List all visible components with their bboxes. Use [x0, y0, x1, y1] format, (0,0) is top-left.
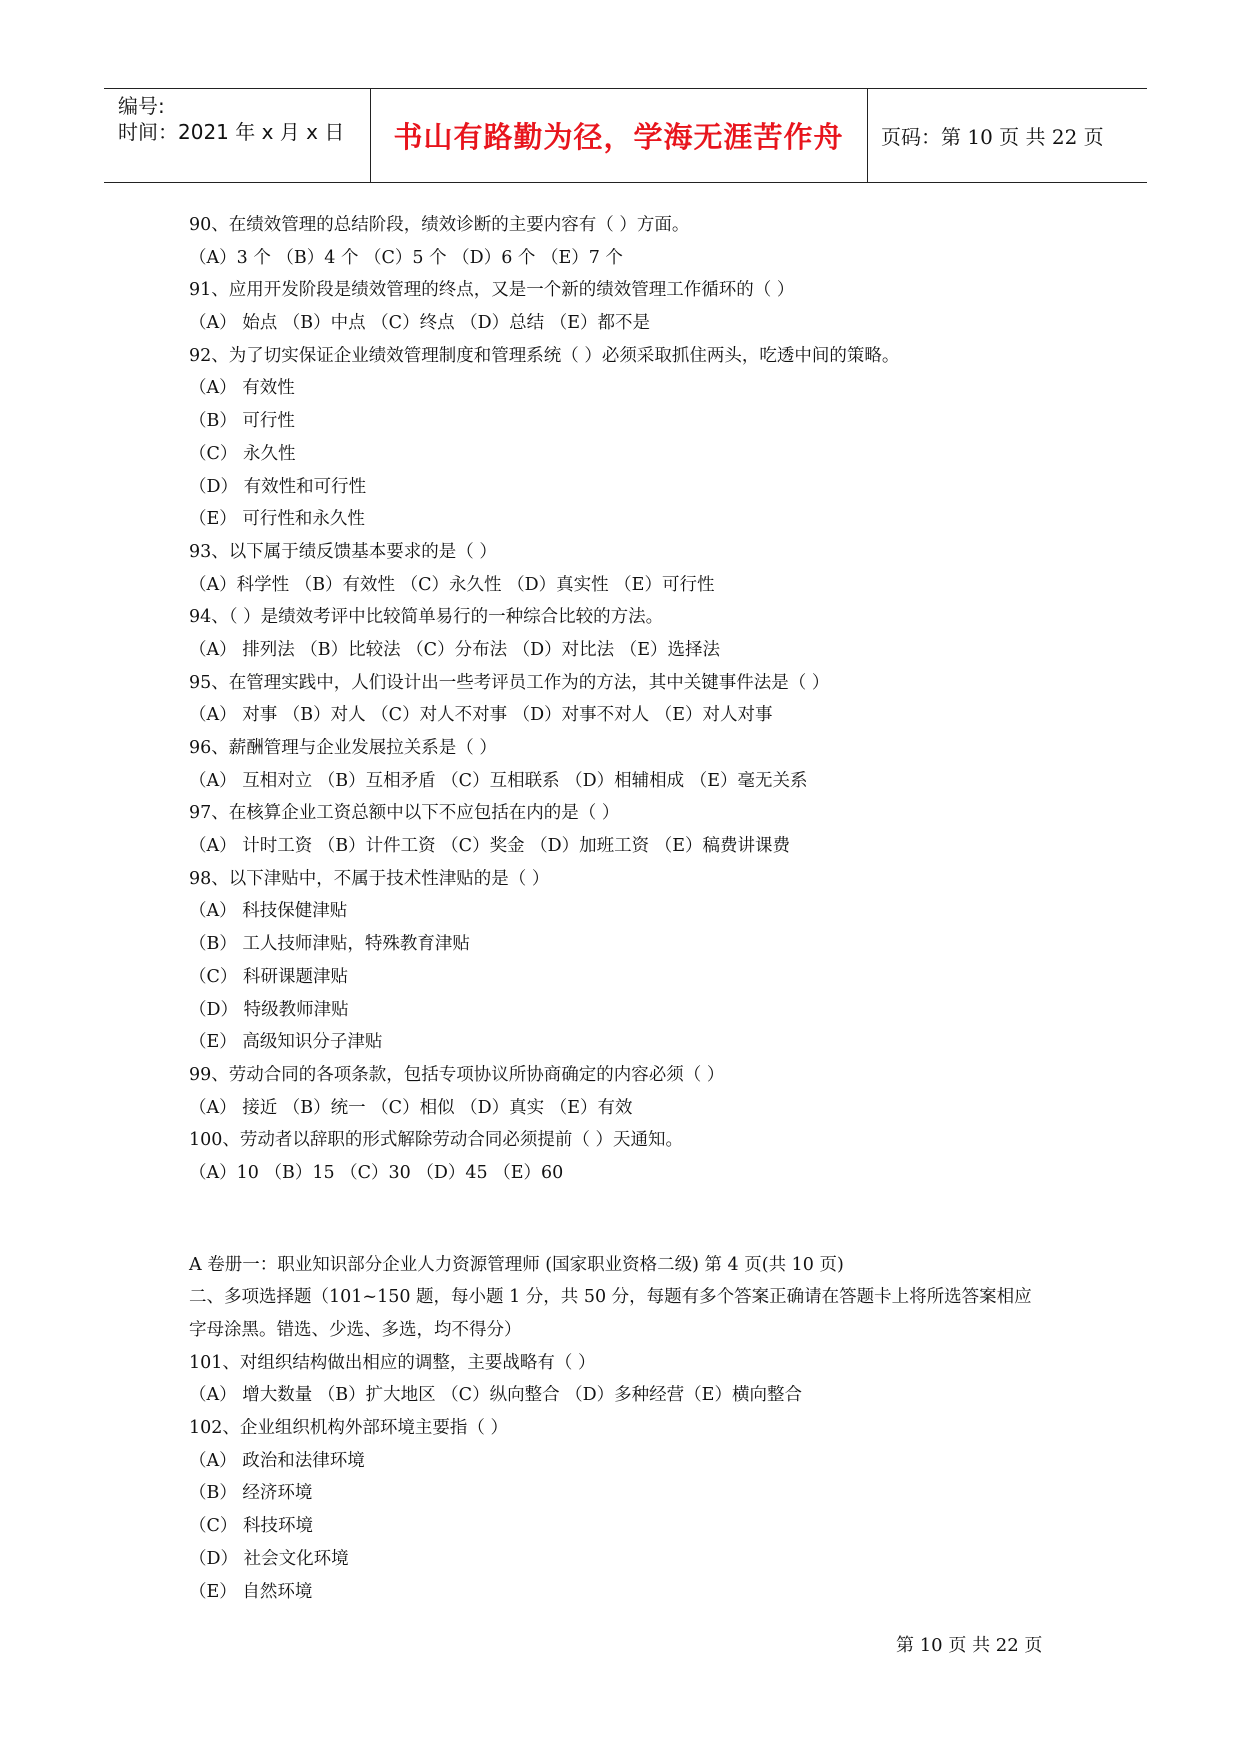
text-line: （C） 永久性	[189, 443, 296, 464]
questions-section-multiple-choice	[189, 1249, 1089, 1609]
text-line: （E） 自然环境	[189, 1581, 313, 1602]
text-line: （D） 有效性和可行性	[189, 476, 367, 497]
text-line: （D） 特级教师津贴	[189, 999, 349, 1020]
text-line: （A） 对事 （B）对人 （C）对人不对事 （D）对事不对人 （E）对人对事	[189, 705, 773, 726]
text-line: 93、以下属于绩反馈基本要求的是（ ）	[189, 541, 497, 562]
text-line: （A） 始点 （B）中点 （C）终点 （D）总结 （E）都不是	[189, 313, 651, 334]
page-footer: 第 10 页 共 22 页	[896, 1635, 1043, 1656]
text-line: 98、以下津贴中，不属于技术性津贴的是（ ）	[189, 868, 550, 889]
header-page-info: 页码：第 10 页 共 22 页	[881, 125, 1104, 149]
text-line: （B） 经济环境	[189, 1483, 313, 1504]
text-line: 99、劳动合同的各项条款，包括专项协议所协商确定的内容必须（ ）	[189, 1064, 725, 1085]
text-line: （E） 可行性和永久性	[189, 509, 365, 530]
document-number-label: 编号:	[118, 94, 165, 118]
text-line: （C） 科研课题津贴	[189, 966, 348, 987]
page-header	[104, 88, 1147, 183]
text-line: 字母涂黑。错选、少选、多选，均不得分）	[189, 1320, 522, 1340]
text-line: 92、为了切实保证企业绩效管理制度和管理系统（ ）必须采取抓住两头，吃透中间的策略。	[189, 345, 900, 366]
text-line: 91、应用开发阶段是绩效管理的终点，又是一个新的绩效管理工作循环的（ ）	[189, 280, 795, 301]
text-line: 101、对组织结构做出相应的调整，主要战略有（ ）	[189, 1352, 596, 1373]
text-line: 97、在核算企业工资总额中以下不应包括在内的是（ ）	[189, 803, 620, 824]
text-line: 94、（ ）是绩效考评中比较简单易行的一种综合比较的方法。	[189, 607, 664, 628]
document-time-label: 时间：2021 年 x 月 x 日	[118, 120, 345, 144]
text-line: （C） 科技环境	[189, 1516, 313, 1537]
text-line: （A）3 个 （B）4 个 （C）5 个 （D）6 个 （E）7 个	[189, 247, 623, 268]
text-line: （A） 有效性	[189, 378, 295, 399]
header-page-cell	[867, 89, 1147, 182]
text-line: （A） 排列法 （B）比较法 （C）分布法 （D）对比法 （E）选择法	[189, 639, 721, 660]
text-line: （A） 政治和法律环境	[189, 1450, 365, 1471]
text-line: （B） 工人技师津贴，特殊教育津贴	[189, 934, 470, 955]
header-motto-cell	[370, 89, 868, 182]
text-line: （A）科学性 （B）有效性 （C）永久性 （D）真实性 （E）可行性	[189, 574, 715, 595]
text-line: （A） 科技保健津贴	[189, 901, 348, 922]
section-spacer	[189, 1190, 1089, 1249]
text-line: 96、薪酬管理与企业发展拉关系是（ ）	[189, 738, 497, 758]
questions-section-single-choice	[189, 209, 1089, 1190]
text-line: 100、劳动者以辞职的形式解除劳动合同必须提前（ ）天通知。	[189, 1130, 683, 1151]
text-line: 102、企业组织机构外部环境主要指（ ）	[189, 1418, 508, 1439]
text-line: （A） 计时工资 （B）计件工资 （C）奖金 （D）加班工资 （E）稿费讲课费	[189, 836, 791, 857]
text-line: （A）10 （B）15 （C）30 （D）45 （E）60	[189, 1162, 564, 1183]
text-line: （A） 接近 （B）统一 （C）相似 （D）真实 （E）有效	[189, 1097, 633, 1118]
text-line: （A） 互相对立 （B）互相矛盾 （C）互相联系 （D）相辅相成 （E）毫无关系	[189, 770, 808, 791]
document-body	[189, 209, 1089, 1608]
header-motto: 书山有路勤为径，学海无涯苦作舟	[393, 120, 844, 154]
text-line: （A） 增大数量 （B）扩大地区 （C）纵向整合 （D）多种经营（E）横向整合	[189, 1385, 802, 1406]
text-line: （B） 可行性	[189, 411, 295, 432]
text-line: 90、在绩效管理的总结阶段，绩效诊断的主要内容有（ ）方面。	[189, 215, 690, 235]
text-line: （E） 高级知识分子津贴	[189, 1032, 383, 1053]
text-line: A 卷册一：职业知识部分企业人力资源管理师 (国家职业资格二级) 第 4 页(共 10 页)	[189, 1254, 844, 1275]
text-line: 95、在管理实践中，人们设计出一些考评员工作为的方法，其中关键事件法是（ ）	[189, 672, 830, 693]
text-line: （D） 社会文化环境	[189, 1548, 349, 1569]
header-left-cell	[104, 89, 371, 182]
text-line: 二、多项选择题（101~150 题，每小题 1 分，共 50 分，每题有多个答案正确请在答题卡上将所选答案相应	[189, 1287, 1032, 1308]
